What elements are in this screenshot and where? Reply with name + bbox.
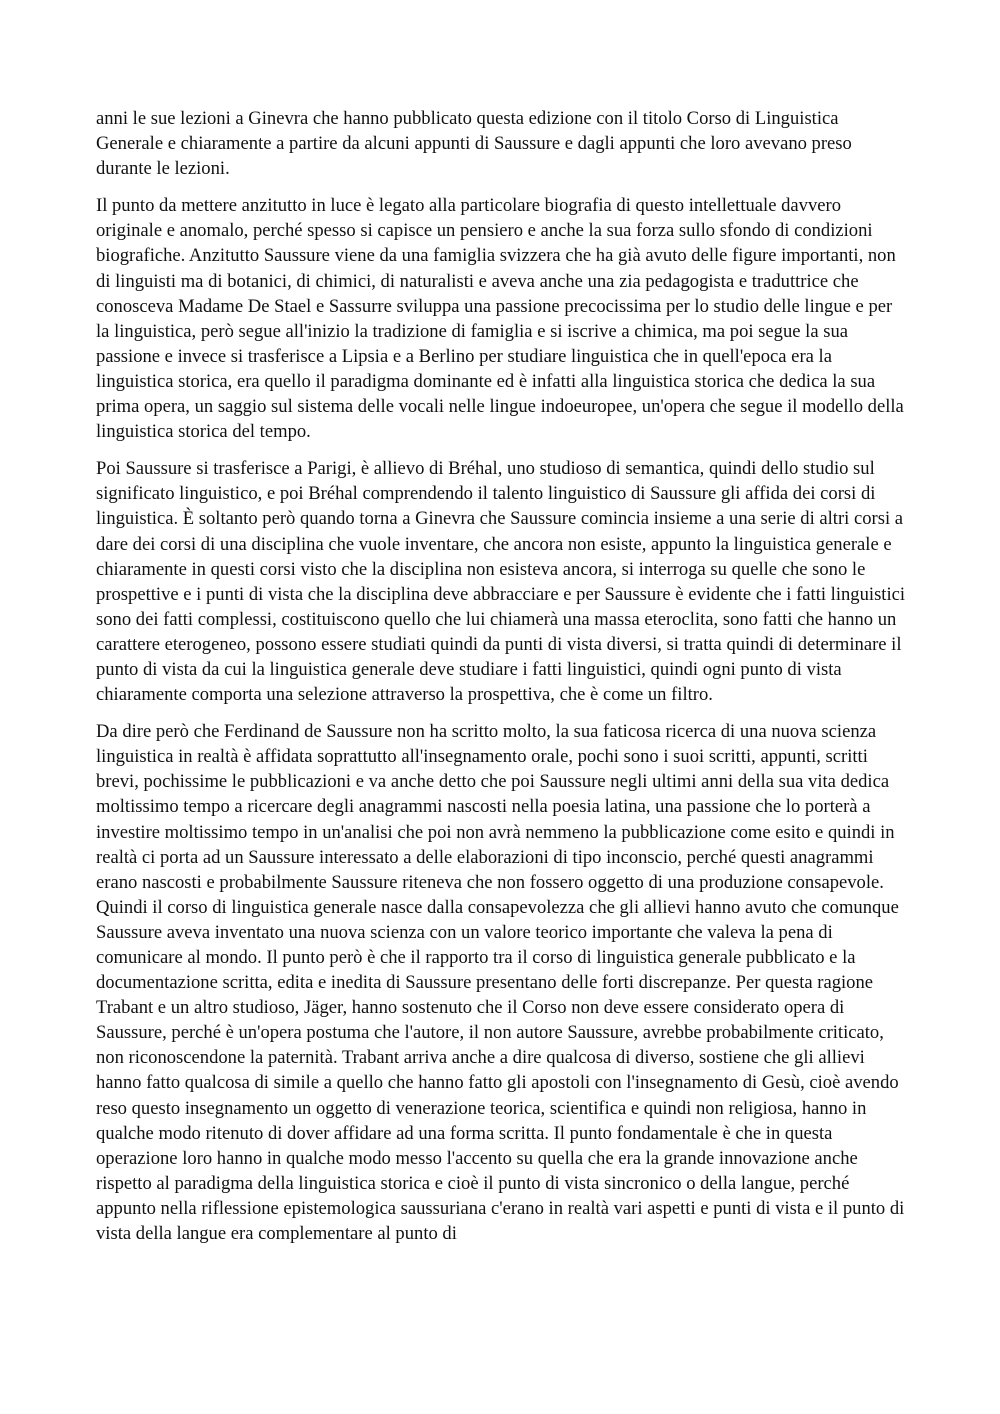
paragraph-2: Il punto da mettere anzitutto in luce è legato alla particolare biografia di questo intellettuale davvero originale e anomalo, perché spesso si capisce un pensiero e anche la sua forza sullo sfondo di condizioni biografiche. Anzitutto Saussure viene da una famiglia svizzera che ha già avuto delle figure importanti, non di linguisti ma di botanici, di chimici, di naturalisti e aveva anche una zia pedagogista e traduttrice che conosceva Madame De Stael e Sassurre sviluppa una passione precocissima per lo studio delle lingue e per la linguistica, però segue all'inizio la tradizione di famiglia e si iscrive a chimica, ma poi segue la sua passione e invece si trasferisce a Lipsia e a Berlino per studiare linguistica che in quell'epoca era la linguistica storica, era quello il paradigma dominante ed è infatti alla linguistica storica che dedica la sua prima opera, un saggio sul sistema delle vocali nelle lingue indoeuropee, un'opera che segue il modello della linguistica storica del tempo.: [96, 195, 904, 443]
paragraph-4: Da dire però che Ferdinand de Saussure non ha scritto molto, la sua faticosa ricerca di una nuova scienza linguistica in realtà è affidata soprattutto all'insegnamento orale, pochi sono i suoi scritti, appunti, scritti brevi, pochissime le pubblicazioni e va anche detto che poi Saussure negli ultimi anni della sua vita dedica moltissimo tempo a ricercare degli anagrammi nascosti nella poesia latina, una passione che lo porterà a investire moltissimo tempo in un'analisi che poi non avrà nemmeno la pubblicazione come esito e quindi in realtà ci porta ad un Saussure interessato a delle elaborazioni di tipo inconscio, perché questi anagrammi erano nascosti e probabilmente Saussure riteneva che non fossero oggetto di una produzione consapevole. Quindi il corso di linguistica generale nasce dalla consapevolezza che gli allievi hanno avuto che comunque Saussure aveva inventato una nuova scienza con un valore teorico importante che valeva la pena di comunicare al mondo. Il punto però è che il rapporto tra il corso di linguistica generale pubblicato e la documentazione scritta, edita e inedita di Saussure presentano delle forti discrepanze. Per questa ragione Trabant e un altro studioso, Jäger, hanno sostenuto che il Corso non deve essere considerato opera di Saussure, perché è un'opera postuma che l'autore, il non autore Saussure, avrebbe probabilmente criticato, non riconoscendone la paternità. Trabant arriva anche a dire qualcosa di diverso, sostiene che gli allievi hanno fatto qualcosa di simile a quello che hanno fatto gli apostoli con l'insegnamento di Gesù, cioè avendo reso questo insegnamento un oggetto di venerazione teorica, scientifica e quindi non religiosa, hanno in qualche modo ritenuto di dover affidare ad una forma scritta. Il punto fondamentale è che in questa operazione loro hanno in qualche modo messo l'accento su quella che era la grande innovazione anche rispetto al paradigma della linguistica storica e cioè il punto di vista sincronico o della langue, perché appunto nella riflessione epistemologica saussuriana c'erano in realtà vari aspetti e punti di vista e il punto di vista della langue era complementare al punto di: [96, 721, 905, 1245]
paragraph-1: anni le sue lezioni a Ginevra che hanno pubblicato questa edizione con il titolo Corso di Linguistica Generale e chiaramente a partire da alcuni appunti di Saussure e dagli appunti che loro avevano preso durante le lezioni.: [96, 108, 852, 180]
document-page: [96, 106, 908, 1258]
paragraph-3: Poi Saussure si trasferisce a Parigi, è allievo di Bréhal, uno studioso di semantica, quindi dello studio sul significato linguistico, e poi Bréhal comprendendo il talento linguistico di Saussure gli affida dei corsi di linguistica. È soltanto però quando torna a Ginevra che Saussure comincia insieme a una serie di altri corsi a dare dei corsi di una disciplina che vuole inventare, che ancora non esiste, appunto la linguistica generale e chiaramente in questi corsi visto che la disciplina non esisteva ancora, si interroga su quelle che sono le prospettive e i punti di vista che la disciplina deve abbracciare e per Saussure è evidente che i fatti linguistici sono dei fatti complessi, costituiscono quello che lui chiamerà una massa eteroclita, sono fatti che hanno un carattere eterogeneo, possono essere studiati quindi da punti di vista diversi, si tratta quindi di determinare il punto di vista da cui la linguistica generale deve studiare i fatti linguistici, quindi ogni punto di vista chiaramente comporta una selezione attraverso la prospettiva, che è come un filtro.: [96, 458, 906, 706]
